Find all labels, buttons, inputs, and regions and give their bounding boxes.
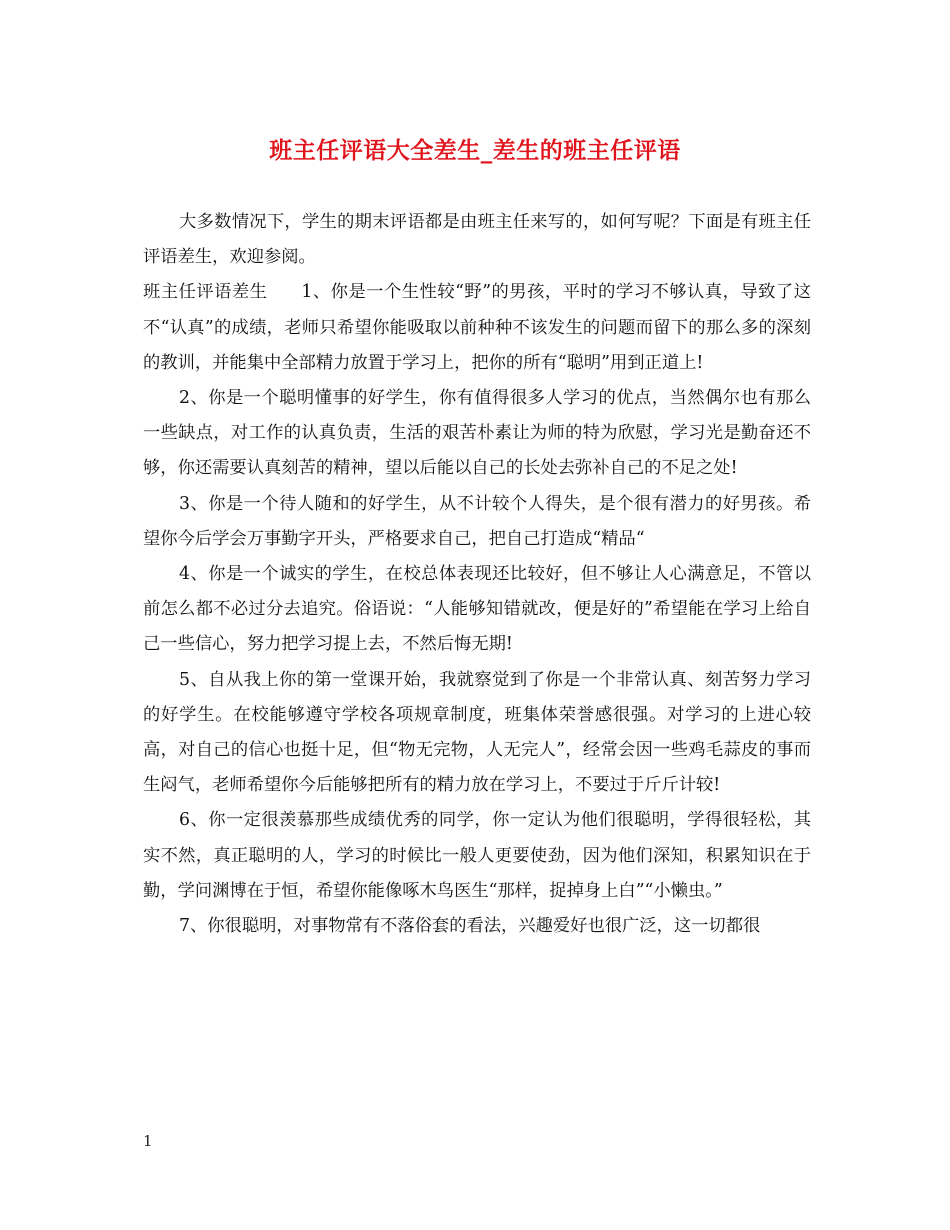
comment-paragraph-2: 2、你是一个聪明懂事的好学生，你有值得很多人学习的优点，当然偶尔也有那么一些缺点，对工作的认真负责，生活的艰苦朴素让为师的特为欣慰，学习光是勤奋还不够，你还需要认真刻苦的精神，望以后能以自己的长处去弥补自己的不足之处! [143, 388, 811, 479]
document-title: 班主任评语大全差生_差生的班主任评语 [269, 137, 681, 164]
comment-paragraph-5: 5、自从我上你的第一堂课开始，我就察觉到了你是一个非常认真、刻苦努力学习的好学生。在校能够遵守学校各项规章制度，班集体荣誉感很强。对学习的上进心较高，对自己的信心也挺十足，但“物无完物，人无完人”，经常会因一些鸡毛蒜皮的事而生闷气，老师希望你今后能够把所有的精力放在学习上，不要过于斤斤计较! [143, 669, 811, 796]
intro-paragraph: 大多数情况下，学生的期末评语都是由班主任来写的，如何写呢？下面是有班主任评语差生，欢迎参阅。 [143, 212, 811, 268]
section-heading: 班主任评语差生 [143, 282, 268, 303]
comment-paragraph-4: 4、你是一个诚实的学生，在校总体表现还比较好，但不够让人心满意足，不管以前怎么都不必过分去追究。俗语说：“人能够知错就改，便是好的”希望能在学习上给自己一些信心，努力把学习提上去，不然后悔无期! [143, 564, 811, 655]
comment-paragraph-7: 7、你很聪明，对事物常有不落俗套的看法，兴趣爱好也很广泛，这一切都很 [179, 916, 761, 937]
document-body [143, 205, 811, 944]
comment-paragraph-1 [143, 275, 811, 381]
comment-paragraph-3: 3、你是一个待人随和的好学生，从不计较个人得失，是个很有潜力的好男孩。希望你今后学会万事勤字开头，严格要求自己，把自己打造成“精品“ [143, 493, 811, 549]
comment-paragraph-6: 6、你一定很羡慕那些成绩优秀的同学，你一定认为他们很聪明，学得很轻松，其实不然，真正聪明的人，学习的时候比一般人更要使劲，因为他们深知，积累知识在于勤，学问渊博在于恒，希望你能像啄木鸟医生“那样，捉掉身上白”“小懒虫。” [143, 810, 811, 901]
comment-text-1: 1、你是一个生性较“野”的男孩，平时的学习不够认真，导致了这不“认真”的成绩，老师只希望你能吸取以前种种不该发生的问题而留下的那么多的深刻的教训，并能集中全部精力放置于学习上，把你的所有“聪明”用到正道上! [143, 282, 811, 373]
page-number: 1 [143, 1132, 153, 1150]
